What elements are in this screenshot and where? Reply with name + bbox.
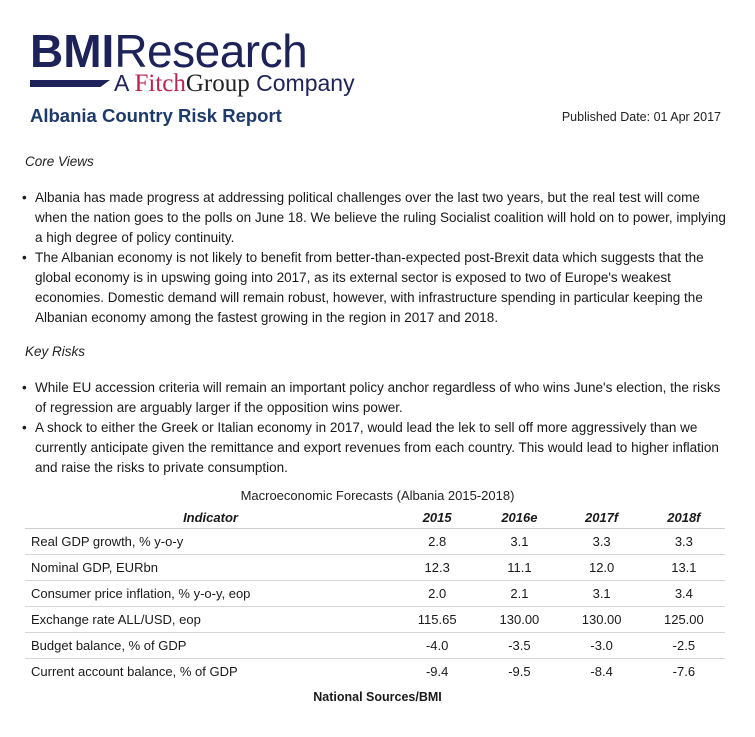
list-item: • The Albanian economy is not likely to benefit from better-than-expected post-Brexit data which suggests that the global economy is in upswing going into 2017, as its external sector is exposed to two of Europe's weakest economies. Domestic demand will remain robust, however, with infrastructure spending in particular keeping the Albanian economy among the fastest growing in the region in 2017 and 2018. [22,248,727,328]
table-row [25,529,725,555]
cell-value: -9.4 [425,664,449,679]
logo-tagline-prefix: A [114,70,129,96]
cell-value: -7.6 [672,664,696,679]
cell-value: 3.4 [643,581,725,607]
logo-tagline [114,70,355,97]
cell-value: -9.5 [508,664,531,679]
cell-value: 3.1 [561,581,643,607]
table-row [25,581,725,607]
logo-underline-bar [30,80,110,87]
logo-tagline-group: Group [185,70,250,97]
logo-tagline-company: Company [256,70,355,96]
cell-value: 3.1 [478,529,560,555]
bmi-research-logo [30,25,390,100]
row-indicator: Nominal GDP, EURbn [25,555,396,581]
key-risks-list [22,378,727,478]
published-date: Published Date: 01 Apr 2017 [561,110,721,124]
header-2018f: 2018f [643,506,725,529]
cell-value: -3.0 [561,633,643,659]
row-indicator: Real GDP growth, % y-o-y [25,529,396,555]
list-item: • A shock to either the Greek or Italian economy in 2017, would lead the lek to sell off more aggressively than we currently anticipate given the remittance and export revenues from each country. This would lead to higher inflation and raise the risks to private consumption. [22,418,727,478]
list-item: • While EU accession criteria will remain an important policy anchor regardless of who wins June's election, the risks of regression are arguably larger if the opposition wins power. [22,378,727,418]
logo-research: Research [114,25,308,77]
table-row [25,659,725,685]
core-views-list [22,188,727,328]
cell-value: 125.00 [643,607,725,633]
header-2017f: 2017f [561,506,643,529]
table-row [25,633,725,659]
row-indicator: Budget balance, % of GDP [25,633,396,659]
table-row [25,555,725,581]
header-indicator: Indicator [25,506,396,529]
table-row [25,607,725,633]
row-indicator: Current account balance, % of GDP [31,664,238,679]
macro-forecasts-table [25,506,725,684]
cell-value: 11.1 [478,555,560,581]
logo-wordmark [30,25,308,77]
table-header-row [25,506,725,529]
logo-tagline-fitch: Fitch [134,70,186,97]
cell-value: 3.3 [561,529,643,555]
core-views-heading: Core Views [25,154,94,169]
cell-value: 3.3 [643,529,725,555]
cell-value: -4.0 [396,633,478,659]
cell-value: 2.0 [396,581,478,607]
report-title: Albania Country Risk Report [30,105,282,126]
cell-value: 12.3 [396,555,478,581]
cell-value: 115.65 [396,607,478,633]
row-indicator: Consumer price inflation, % y-o-y, eop [25,581,396,607]
cell-value: 2.1 [478,581,560,607]
cell-value: 130.00 [478,607,560,633]
cell-value: 130.00 [561,607,643,633]
logo-bmi: BMI [30,25,115,77]
key-risks-heading: Key Risks [25,344,86,359]
cell-value: -2.5 [643,633,725,659]
cell-value: -3.5 [478,633,560,659]
cell-value: 13.1 [643,555,725,581]
header-2016e: 2016e [478,506,560,529]
cell-value: -8.4 [590,664,613,679]
table-caption: Macroeconomic Forecasts (Albania 2015-2018) [240,488,515,503]
cell-value: 2.8 [396,529,478,555]
row-indicator: Exchange rate ALL/USD, eop [25,607,396,633]
table-source: National Sources/BMI [313,690,442,704]
header-2015: 2015 [396,506,478,529]
list-item: • Albania has made progress at addressing political challenges over the last two years, but the real test will come when the nation goes to the polls on June 18. We believe the ruling Socialist coalition will hold on to power, implying a high degree of policy continuity. [22,188,727,248]
cell-value: 12.0 [561,555,643,581]
